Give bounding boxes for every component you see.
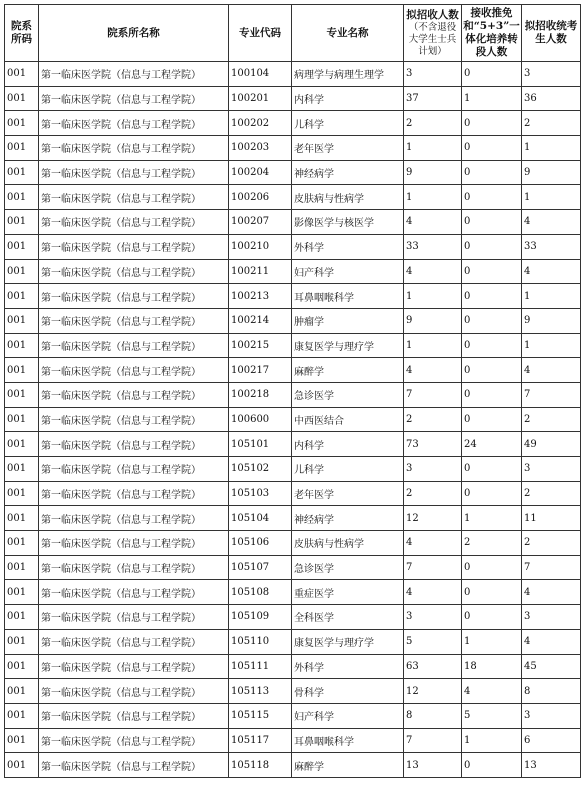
cell-exam: 4 (522, 210, 581, 235)
cell-major-name: 皮肤病与性病学 (292, 531, 404, 556)
table-row (5, 333, 581, 358)
cell-recommended: 0 (462, 185, 522, 210)
cell-recommended: 5 (462, 703, 522, 728)
cell-recommended: 0 (462, 407, 522, 432)
cell-major-name: 神经病学 (292, 506, 404, 531)
cell-exam: 49 (522, 432, 581, 457)
cell-major-code: 100201 (229, 86, 292, 111)
cell-dept-name: 第一临床医学院（信息与工程学院） (39, 432, 229, 457)
cell-major-code: 105102 (229, 457, 292, 482)
cell-dept-name: 第一临床医学院（信息与工程学院） (39, 605, 229, 630)
table-row (5, 531, 581, 556)
cell-dept-name: 第一临床医学院（信息与工程学院） (39, 284, 229, 309)
cell-major-code: 100218 (229, 382, 292, 407)
cell-recommended: 0 (462, 753, 522, 778)
cell-planned: 7 (404, 382, 462, 407)
cell-recommended: 1 (462, 728, 522, 753)
cell-dept-code: 001 (5, 259, 39, 284)
cell-planned: 63 (404, 654, 462, 679)
cell-planned: 4 (404, 531, 462, 556)
cell-planned: 37 (404, 86, 462, 111)
cell-dept-name: 第一临床医学院（信息与工程学院） (39, 654, 229, 679)
cell-major-name: 儿科学 (292, 457, 404, 482)
cell-dept-code: 001 (5, 86, 39, 111)
cell-exam: 1 (522, 185, 581, 210)
cell-major-code: 105115 (229, 703, 292, 728)
cell-dept-code: 001 (5, 457, 39, 482)
cell-dept-name: 第一临床医学院（信息与工程学院） (39, 580, 229, 605)
table-row (5, 580, 581, 605)
cell-dept-name: 第一临床医学院（信息与工程学院） (39, 308, 229, 333)
table-wrapper (4, 4, 581, 778)
cell-dept-code: 001 (5, 382, 39, 407)
cell-planned: 1 (404, 284, 462, 309)
cell-major-name: 老年医学 (292, 481, 404, 506)
cell-dept-code: 001 (5, 308, 39, 333)
cell-major-code: 105107 (229, 555, 292, 580)
cell-recommended: 0 (462, 234, 522, 259)
cell-dept-name: 第一临床医学院（信息与工程学院） (39, 86, 229, 111)
cell-major-name: 内科学 (292, 86, 404, 111)
cell-dept-code: 001 (5, 185, 39, 210)
table-header-row (5, 5, 581, 62)
cell-dept-code: 001 (5, 136, 39, 161)
cell-dept-name: 第一临床医学院（信息与工程学院） (39, 457, 229, 482)
cell-recommended: 0 (462, 111, 522, 136)
cell-exam: 7 (522, 382, 581, 407)
cell-dept-code: 001 (5, 703, 39, 728)
cell-recommended: 0 (462, 358, 522, 383)
cell-dept-code: 001 (5, 62, 39, 87)
cell-exam: 1 (522, 284, 581, 309)
cell-exam: 4 (522, 259, 581, 284)
cell-dept-code: 001 (5, 234, 39, 259)
cell-dept-code: 001 (5, 160, 39, 185)
cell-major-code: 100207 (229, 210, 292, 235)
cell-dept-code: 001 (5, 753, 39, 778)
table-row (5, 605, 581, 630)
table-row (5, 481, 581, 506)
cell-dept-code: 001 (5, 358, 39, 383)
cell-major-name: 重症医学 (292, 580, 404, 605)
cell-dept-name: 第一临床医学院（信息与工程学院） (39, 259, 229, 284)
cell-exam: 45 (522, 654, 581, 679)
table-row (5, 358, 581, 383)
cell-recommended: 4 (462, 679, 522, 704)
table-row (5, 160, 581, 185)
table-row (5, 234, 581, 259)
cell-dept-name: 第一临床医学院（信息与工程学院） (39, 234, 229, 259)
cell-dept-code: 001 (5, 210, 39, 235)
cell-dept-code: 001 (5, 407, 39, 432)
cell-exam: 4 (522, 358, 581, 383)
cell-major-name: 全科医学 (292, 605, 404, 630)
table-row (5, 679, 581, 704)
cell-dept-name: 第一临床医学院（信息与工程学院） (39, 679, 229, 704)
cell-dept-name: 第一临床医学院（信息与工程学院） (39, 358, 229, 383)
cell-exam: 8 (522, 679, 581, 704)
cell-planned: 5 (404, 629, 462, 654)
cell-major-code: 100204 (229, 160, 292, 185)
cell-planned: 2 (404, 481, 462, 506)
table-row (5, 407, 581, 432)
cell-recommended: 18 (462, 654, 522, 679)
table-row (5, 703, 581, 728)
cell-planned: 9 (404, 308, 462, 333)
cell-major-code: 100206 (229, 185, 292, 210)
cell-dept-code: 001 (5, 111, 39, 136)
cell-recommended: 0 (462, 259, 522, 284)
table-row (5, 86, 581, 111)
cell-dept-name: 第一临床医学院（信息与工程学院） (39, 382, 229, 407)
cell-planned: 7 (404, 728, 462, 753)
cell-exam: 3 (522, 605, 581, 630)
cell-major-name: 影像医学与核医学 (292, 210, 404, 235)
cell-dept-name: 第一临床医学院（信息与工程学院） (39, 753, 229, 778)
cell-recommended: 2 (462, 531, 522, 556)
cell-major-name: 妇产科学 (292, 703, 404, 728)
cell-dept-code: 001 (5, 333, 39, 358)
cell-dept-name: 第一临床医学院（信息与工程学院） (39, 62, 229, 87)
table-row (5, 629, 581, 654)
table-row (5, 457, 581, 482)
cell-recommended: 1 (462, 506, 522, 531)
table-row (5, 728, 581, 753)
cell-planned: 4 (404, 580, 462, 605)
cell-major-name: 麻醉学 (292, 358, 404, 383)
cell-dept-code: 001 (5, 481, 39, 506)
cell-planned: 3 (404, 605, 462, 630)
cell-exam: 33 (522, 234, 581, 259)
cell-recommended: 0 (462, 308, 522, 333)
table-row (5, 753, 581, 778)
table-row (5, 111, 581, 136)
cell-major-code: 100211 (229, 259, 292, 284)
cell-major-name: 病理学与病理生理学 (292, 62, 404, 87)
cell-recommended: 0 (462, 555, 522, 580)
cell-major-code: 100217 (229, 358, 292, 383)
cell-recommended: 0 (462, 160, 522, 185)
cell-major-name: 外科学 (292, 234, 404, 259)
cell-dept-name: 第一临床医学院（信息与工程学院） (39, 481, 229, 506)
cell-dept-code: 001 (5, 679, 39, 704)
table-row (5, 432, 581, 457)
cell-dept-name: 第一临床医学院（信息与工程学院） (39, 333, 229, 358)
cell-major-code: 100214 (229, 308, 292, 333)
cell-recommended: 0 (462, 580, 522, 605)
cell-major-code: 105111 (229, 654, 292, 679)
cell-planned: 2 (404, 407, 462, 432)
cell-major-code: 105118 (229, 753, 292, 778)
cell-exam: 36 (522, 86, 581, 111)
cell-major-name: 急诊医学 (292, 555, 404, 580)
cell-dept-code: 001 (5, 654, 39, 679)
cell-planned: 73 (404, 432, 462, 457)
cell-recommended: 1 (462, 86, 522, 111)
header-major-code: 专业代码 (229, 5, 292, 62)
table-row (5, 259, 581, 284)
cell-recommended: 0 (462, 136, 522, 161)
cell-recommended: 0 (462, 333, 522, 358)
cell-major-name: 肿瘤学 (292, 308, 404, 333)
cell-recommended: 0 (462, 284, 522, 309)
cell-planned: 13 (404, 753, 462, 778)
cell-dept-name: 第一临床医学院（信息与工程学院） (39, 136, 229, 161)
table-row (5, 210, 581, 235)
cell-major-code: 105104 (229, 506, 292, 531)
cell-exam: 1 (522, 136, 581, 161)
cell-major-name: 老年医学 (292, 136, 404, 161)
cell-planned: 4 (404, 358, 462, 383)
cell-major-name: 内科学 (292, 432, 404, 457)
cell-dept-name: 第一临床医学院（信息与工程学院） (39, 728, 229, 753)
cell-exam: 6 (522, 728, 581, 753)
cell-major-name: 妇产科学 (292, 259, 404, 284)
cell-recommended: 1 (462, 629, 522, 654)
table-row (5, 185, 581, 210)
cell-dept-name: 第一临床医学院（信息与工程学院） (39, 506, 229, 531)
table-row (5, 284, 581, 309)
cell-major-name: 儿科学 (292, 111, 404, 136)
cell-exam: 2 (522, 531, 581, 556)
cell-major-code: 100215 (229, 333, 292, 358)
cell-major-name: 耳鼻咽喉科学 (292, 284, 404, 309)
cell-major-name: 康复医学与理疗学 (292, 629, 404, 654)
cell-dept-name: 第一临床医学院（信息与工程学院） (39, 210, 229, 235)
cell-exam: 11 (522, 506, 581, 531)
cell-dept-code: 001 (5, 284, 39, 309)
cell-exam: 2 (522, 111, 581, 136)
header-planned (404, 5, 462, 62)
cell-planned: 7 (404, 555, 462, 580)
cell-recommended: 0 (462, 481, 522, 506)
cell-exam: 2 (522, 407, 581, 432)
cell-dept-code: 001 (5, 432, 39, 457)
cell-major-code: 105103 (229, 481, 292, 506)
table-row (5, 506, 581, 531)
header-planned-note: （不含退役大学生士兵计划） (408, 21, 457, 57)
cell-major-code: 105106 (229, 531, 292, 556)
cell-major-name: 急诊医学 (292, 382, 404, 407)
cell-major-code: 100600 (229, 407, 292, 432)
header-major-name: 专业名称 (292, 5, 404, 62)
cell-dept-code: 001 (5, 728, 39, 753)
cell-dept-code: 001 (5, 506, 39, 531)
cell-dept-code: 001 (5, 580, 39, 605)
cell-planned: 1 (404, 185, 462, 210)
cell-planned: 2 (404, 111, 462, 136)
admissions-table (4, 4, 581, 778)
cell-major-code: 100210 (229, 234, 292, 259)
cell-major-code: 100213 (229, 284, 292, 309)
cell-major-name: 外科学 (292, 654, 404, 679)
cell-planned: 3 (404, 62, 462, 87)
cell-dept-name: 第一临床医学院（信息与工程学院） (39, 185, 229, 210)
cell-major-name: 皮肤病与性病学 (292, 185, 404, 210)
cell-major-code: 105108 (229, 580, 292, 605)
cell-exam: 13 (522, 753, 581, 778)
table-row (5, 136, 581, 161)
header-recommended: 接收推免和“5+3”一体化培养转段人数 (462, 5, 522, 62)
cell-planned: 1 (404, 333, 462, 358)
cell-major-code: 105101 (229, 432, 292, 457)
cell-exam: 1 (522, 333, 581, 358)
cell-dept-name: 第一临床医学院（信息与工程学院） (39, 407, 229, 432)
cell-major-code: 105109 (229, 605, 292, 630)
cell-major-code: 100104 (229, 62, 292, 87)
cell-dept-code: 001 (5, 555, 39, 580)
cell-exam: 3 (522, 62, 581, 87)
cell-exam: 7 (522, 555, 581, 580)
cell-major-name: 中西医结合 (292, 407, 404, 432)
cell-planned: 12 (404, 506, 462, 531)
table-row (5, 555, 581, 580)
cell-exam: 3 (522, 457, 581, 482)
cell-dept-name: 第一临床医学院（信息与工程学院） (39, 160, 229, 185)
cell-major-code: 100202 (229, 111, 292, 136)
cell-planned: 33 (404, 234, 462, 259)
header-exam: 拟招收统考生人数 (522, 5, 581, 62)
cell-recommended: 0 (462, 457, 522, 482)
cell-dept-code: 001 (5, 531, 39, 556)
header-planned-label: 拟招收人数 (406, 8, 459, 21)
cell-recommended: 0 (462, 62, 522, 87)
cell-dept-name: 第一临床医学院（信息与工程学院） (39, 555, 229, 580)
cell-dept-name: 第一临床医学院（信息与工程学院） (39, 629, 229, 654)
table-row (5, 308, 581, 333)
cell-dept-name: 第一临床医学院（信息与工程学院） (39, 703, 229, 728)
cell-dept-code: 001 (5, 629, 39, 654)
cell-major-name: 神经病学 (292, 160, 404, 185)
cell-planned: 12 (404, 679, 462, 704)
cell-dept-name: 第一临床医学院（信息与工程学院） (39, 111, 229, 136)
cell-major-name: 康复医学与理疗学 (292, 333, 404, 358)
cell-dept-name: 第一临床医学院（信息与工程学院） (39, 531, 229, 556)
cell-exam: 3 (522, 703, 581, 728)
cell-recommended: 0 (462, 605, 522, 630)
cell-planned: 9 (404, 160, 462, 185)
cell-exam: 4 (522, 580, 581, 605)
cell-recommended: 24 (462, 432, 522, 457)
cell-major-name: 麻醉学 (292, 753, 404, 778)
table-row (5, 382, 581, 407)
cell-exam: 9 (522, 308, 581, 333)
cell-recommended: 0 (462, 210, 522, 235)
cell-planned: 1 (404, 136, 462, 161)
cell-major-name: 耳鼻咽喉科学 (292, 728, 404, 753)
cell-recommended: 0 (462, 382, 522, 407)
cell-major-name: 骨科学 (292, 679, 404, 704)
cell-planned: 4 (404, 259, 462, 284)
cell-exam: 4 (522, 629, 581, 654)
cell-planned: 3 (404, 457, 462, 482)
header-dept-name: 院系所名称 (39, 5, 229, 62)
table-row (5, 62, 581, 87)
cell-exam: 2 (522, 481, 581, 506)
cell-planned: 8 (404, 703, 462, 728)
cell-exam: 9 (522, 160, 581, 185)
cell-major-code: 105117 (229, 728, 292, 753)
cell-major-code: 105110 (229, 629, 292, 654)
table-row (5, 654, 581, 679)
header-dept-code: 院系所码 (5, 5, 39, 62)
cell-major-code: 100203 (229, 136, 292, 161)
cell-major-code: 105113 (229, 679, 292, 704)
cell-planned: 4 (404, 210, 462, 235)
cell-dept-code: 001 (5, 605, 39, 630)
